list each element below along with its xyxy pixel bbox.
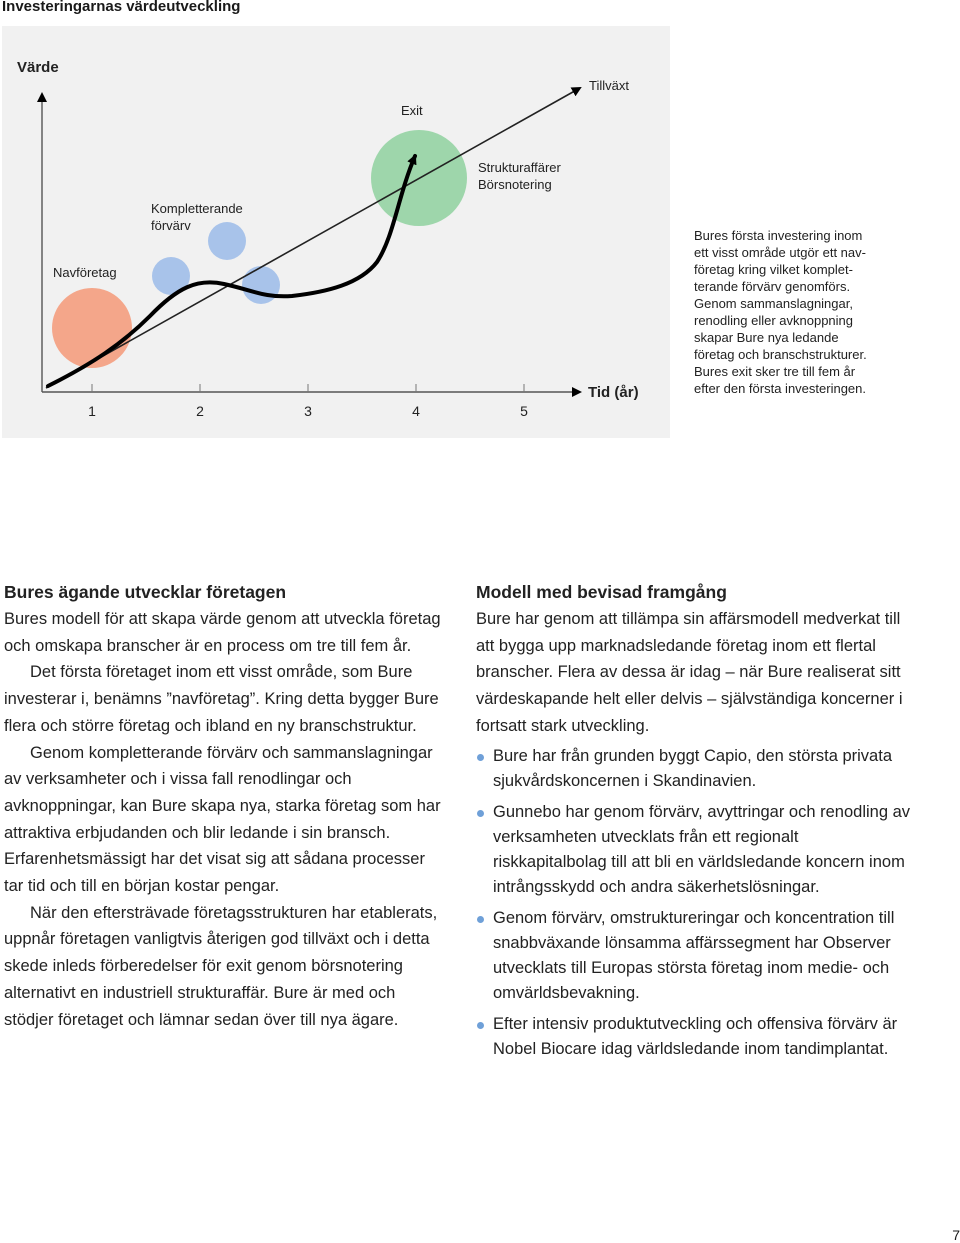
list-item xyxy=(476,1012,916,1062)
tillvaxt-label: Tillväxt xyxy=(589,78,629,93)
left-column xyxy=(4,578,444,1033)
x-tick-label: 5 xyxy=(520,403,528,419)
x-tick-label: 4 xyxy=(412,403,420,419)
left-paragraph: Genom kompletterande förvärv och sammanslagningar av verksamheter och i vissa fall renodlingar och avknoppningar, kan Bure skapa nya, starka företag som har attraktiva erbjudanden och blir ledande i sin bransch. Erfarenhetsmässigt har det visat sig att sådana processer tar tid och till en början kostar pengar. xyxy=(4,743,441,896)
x-ticks xyxy=(92,384,524,392)
bullet-icon xyxy=(477,810,484,817)
left-paragraph: Bures modell för att skapa värde genom att utveckla företag och omskapa branscher är en process om tre till fem år. xyxy=(4,610,441,655)
right-heading: Modell med bevisad framgång xyxy=(476,582,727,602)
navforetag-circle xyxy=(52,288,132,368)
bullet-icon xyxy=(477,916,484,923)
success-list xyxy=(476,744,916,1062)
kompletterande-label-line2: förvärv xyxy=(151,218,191,233)
diagram-caption: Bures första investering inom ett visst område utgör ett nav- företag kring vilket komplet- terande förvärv genomförs. Genom sammanslagningar, renodling eller avknoppning skapar Bure nya ledande företag och branschstrukturer. Bures exit sker tre till fem år efter den första investeringen. xyxy=(694,228,867,396)
kompletterande-circle-3 xyxy=(242,266,280,304)
growth-trend-line xyxy=(46,88,580,388)
kompletterande-label-line1: Kompletterande xyxy=(151,201,243,216)
list-item xyxy=(476,906,916,1006)
bullet-icon xyxy=(477,1022,484,1029)
left-heading: Bures ägande utvecklar företagen xyxy=(4,582,287,602)
list-item-text: Genom förvärv, omstruktureringar och koncentration till snabbväxande lönsamma affärssegment har Observer utvecklats till Europas största företag inom medie- och omvärldsbevakning. xyxy=(493,908,895,1002)
list-item-text: Efter intensiv produktutveckling och offensiva förvärv är Nobel Biocare idag världsledande inom tandimplantat. xyxy=(493,1014,898,1058)
navforetag-label: Navföretag xyxy=(53,265,117,280)
left-paragraph: När den eftersträvade företagsstrukturen har etablerats, uppnår företagen vanligtvis återigen god tillväxt och i detta skede inleds förberedelser för exit genom börsnotering alternativt en industriell strukturaffär. Bure är med och stödjer företaget och lämnar sedan över till nya ägare. xyxy=(4,903,438,1029)
exit-label: Exit xyxy=(401,103,423,118)
left-paragraph: Det första företaget inom ett visst område, som Bure investerar i, benämns ”navföretag”. Kring detta bygger Bure flera och större företag och ibland en ny branschstruktur. xyxy=(4,663,439,735)
x-tick-label: 2 xyxy=(196,403,204,419)
value-development-diagram xyxy=(2,26,670,438)
kompletterande-circle-2 xyxy=(208,222,246,260)
diagram-canvas xyxy=(2,26,670,438)
right-column xyxy=(476,578,916,1068)
list-item xyxy=(476,800,916,900)
strukturaffarer-label: Strukturaffärer xyxy=(478,160,561,175)
bullet-icon xyxy=(477,754,484,761)
page-number: 7 xyxy=(952,1227,960,1243)
list-item-text: Bure har från grunden byggt Capio, den största privata sjukvårdskoncernen i Skandinavien. xyxy=(493,746,892,790)
x-tick-label: 3 xyxy=(304,403,312,419)
page-title: Investeringarnas värdeutveckling xyxy=(2,0,241,15)
x-tick-label: 1 xyxy=(88,403,96,419)
borsnotering-label: Börsnotering xyxy=(478,177,552,192)
y-axis-label: Värde xyxy=(17,59,59,76)
x-axis-label: Tid (år) xyxy=(588,384,639,401)
list-item xyxy=(476,744,916,794)
right-intro: Bure har genom att tillämpa sin affärsmodell medverkat till att bygga upp marknadsledande företag inom ett flertal branscher. Flera av dessa är idag – när Bure realiserat sitt värdeskapande helt eller delvis – självständiga koncerner i fortsatt stark utveckling. xyxy=(476,610,903,735)
list-item-text: Gunnebo har genom förvärv, avyttringar och renodling av verksamheten utvecklats från ett regionalt riskkapitalbolag till att bli en världsledande koncern inom intrångsskydd och andra säkerhetslösningar. xyxy=(493,802,911,896)
